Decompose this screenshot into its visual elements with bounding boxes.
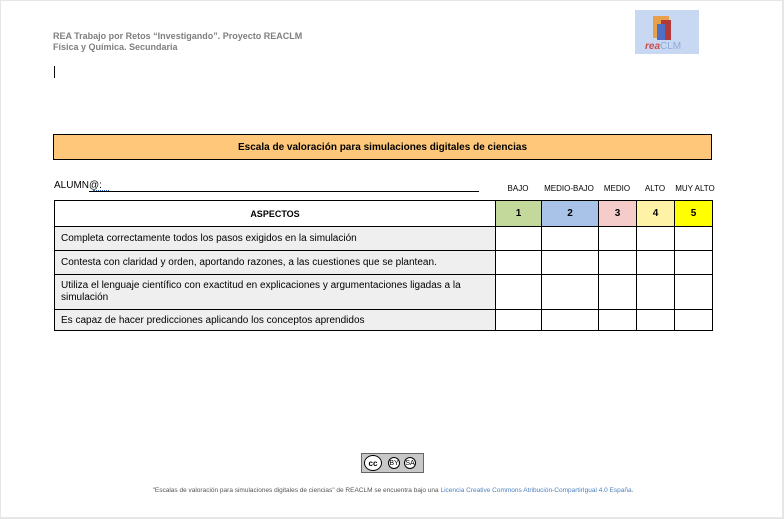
cc-license-badge[interactable] [361,453,424,473]
alumno-label: ALUMN@: [54,180,102,191]
rating-cell[interactable] [675,227,713,251]
rating-cell[interactable] [496,275,542,310]
scale-label-muy-alto: MUY ALTO [675,184,715,193]
table-row [55,275,713,310]
rating-cell[interactable] [637,227,675,251]
rating-cell[interactable] [542,227,599,251]
aspects-header: ASPECTOS [55,201,496,227]
scale-number-4: 4 [637,201,675,227]
sa-icon: SA [404,457,416,469]
page-title: Escala de valoración para simulaciones digitales de ciencias [53,134,712,160]
rating-cell[interactable] [496,251,542,275]
rating-cell[interactable] [496,227,542,251]
aspect-1: Completa correctamente todos los pasos exigidos en la simulación [55,227,496,251]
text-cursor [54,66,55,78]
aspect-2: Contesta con claridad y orden, aportando razones, a las cuestiones que se plantean. [55,251,496,275]
rating-table [54,200,713,331]
header-line-2: Física y Química. Secundaria [53,42,178,52]
scale-label-alto: ALTO [644,184,666,193]
license-link[interactable]: Licencia Creative Commons Atribución-CompartirIgual 4.0 España [440,487,632,494]
rating-cell[interactable] [542,310,599,331]
footer-period: . [631,487,634,494]
logo-text-rea: rea [645,41,661,52]
logo-text-clm: CLM [660,41,682,52]
rating-cell[interactable] [599,227,637,251]
rating-cell[interactable] [675,275,713,310]
license-footer [1,487,784,494]
document-page [1,1,782,517]
rating-cell[interactable] [599,275,637,310]
rating-cell[interactable] [637,275,675,310]
table-row [55,310,713,331]
rating-cell[interactable] [542,275,599,310]
rating-cell[interactable] [496,310,542,331]
scale-number-3: 3 [599,201,637,227]
aspect-3: Utiliza el lenguaje científico con exactitud en explicaciones y argumentaciones ligadas a la simulación [55,275,496,310]
rating-cell[interactable] [637,251,675,275]
scale-label-medio-bajo: MEDIO-BAJO [544,184,594,193]
table-row [55,227,713,251]
footer-text: "Escalas de valoración para simulaciones digitales de ciencias" de REACLM se encuentra bajo una [152,487,441,494]
rating-cell[interactable] [599,251,637,275]
aspect-4: Es capaz de hacer predicciones aplicando los conceptos aprendidos [55,310,496,331]
scale-label-bajo: BAJO [507,184,529,193]
rating-cell[interactable] [542,251,599,275]
by-icon: BY [388,457,400,469]
reaclm-logo [635,10,699,54]
scale-label-medio: MEDIO [603,184,631,193]
rating-cell[interactable] [675,310,713,331]
document-header [53,31,302,53]
rating-cell[interactable] [637,310,675,331]
scale-number-5: 5 [675,201,713,227]
rating-cell[interactable] [599,310,637,331]
table-row [55,251,713,275]
table-header-row [55,201,713,227]
scale-number-1: 1 [496,201,542,227]
cc-icon: cc [364,455,382,471]
header-line-1: REA Trabajo por Retos “Investigando”. Proyecto REACLM [53,31,303,41]
alumno-input-line[interactable] [89,191,479,192]
rating-cell[interactable] [675,251,713,275]
scale-number-2: 2 [542,201,599,227]
